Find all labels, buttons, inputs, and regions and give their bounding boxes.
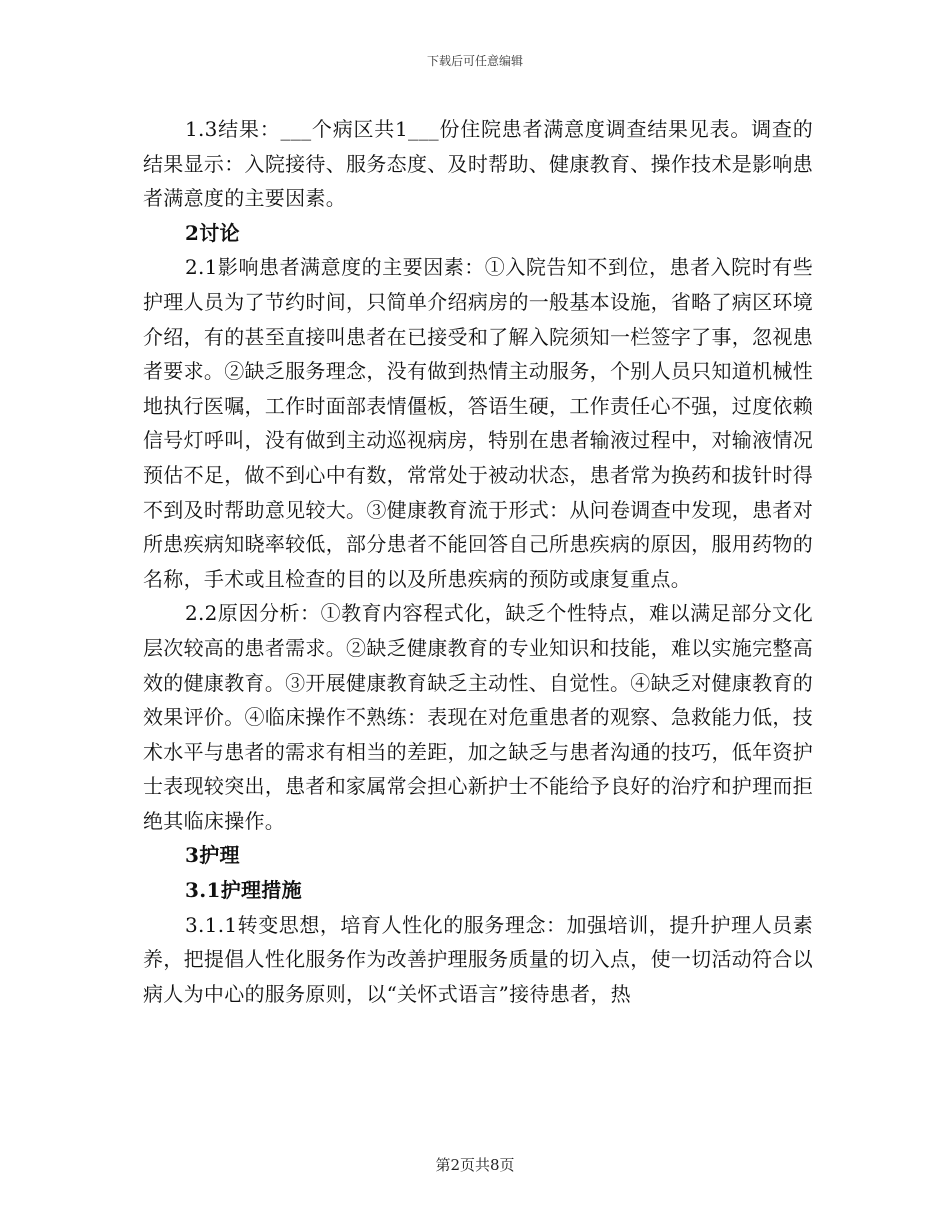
page-footer: 第2页共8页: [435, 1156, 515, 1174]
paragraph-results: 1.3结果：___个病区共1___份住院患者满意度调查结果见表。调查的结果显示：入院接待、服务态度、及时帮助、健康教育、操作技术是影响患者满意度的主要因素。: [143, 117, 813, 211]
subsection-heading-measures: 3.1护理措施: [185, 878, 302, 903]
paragraph-cause-analysis: 2.2原因分析：①教育内容程式化，缺乏个性特点，难以满足部分文化层次较高的患者需求。②缺乏健康教育的专业知识和技能，难以实施完整高效的健康教育。③开展健康教育缺乏主动性、自觉性。④缺乏对健康教育的效果评价。④临床操作不熟练：表现在对危重患者的观察、急救能力低，技术水平与患者的需求有相当的差距，加之缺乏与患者沟通的技巧，低年资护士表现较突出，患者和家属常会担心新护士不能给予良好的治疗和护理而拒绝其临床操作。: [143, 601, 813, 833]
page-header: 下载后可任意编辑: [426, 54, 523, 68]
section-heading-discussion: 2讨论: [185, 220, 240, 245]
document-body: [143, 112, 813, 1011]
paragraph-main-factors: 2.1影响患者满意度的主要因素：①入院告知不到位，患者入院时有些护理人员为了节约时间，只简单介绍病房的一般基本设施，省略了病区环境介绍，有的甚至直接叫患者在已接受和了解入院须知一栏签字了事，忽视患者要求。②缺乏服务理念，没有做到热情主动服务，个别人员只知道机械性地执行医嘱，工作时面部表情僵板，答语生硬，工作责任心不强，过度依赖信号灯呼叫，没有做到主动巡视病房，特别在患者输液过程中，对输液情况预估不足，做不到心中有数，常常处于被动状态，患者常为换药和拔针时得不到及时帮助意见较大。③健康教育流于形式：从问卷调查中发现，患者对所患疾病知晓率较低，部分患者不能回答自己所患疾病的原因，服用药物的名称，手术或且检查的目的以及所患疾病的预防或康复重点。: [143, 255, 813, 591]
paragraph-service-concept: 3.1.1转变思想，培育人性化的服务理念：加强培训，提升护理人员素养，把提倡人性化服务作为改善护理服务质量的切入点，使一切活动符合以病人为中心的服务原则，以“关怀式语言”接待患者，热: [143, 912, 813, 1006]
section-heading-nursing: 3护理: [185, 843, 240, 868]
